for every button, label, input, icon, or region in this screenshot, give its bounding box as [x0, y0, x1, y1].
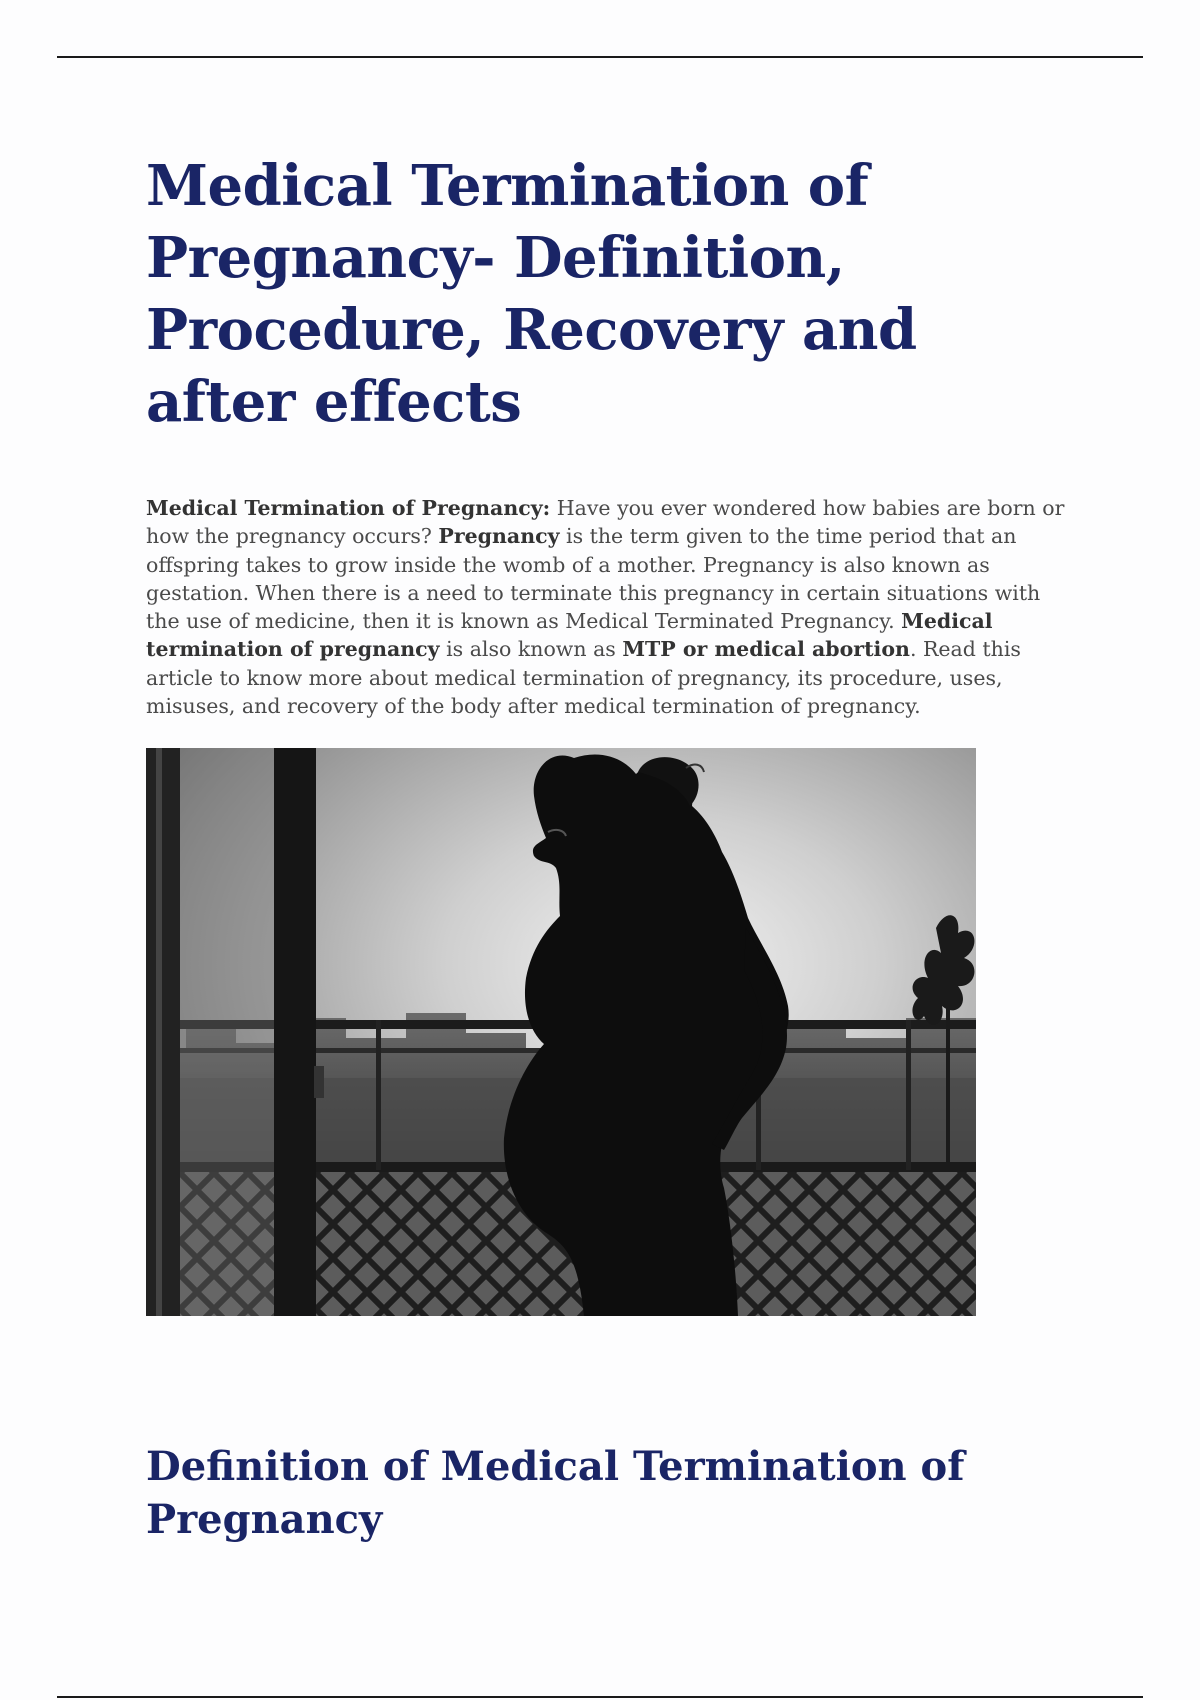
intro-text-1: Have you ever wondered how babies are born or how the pregnancy occurs? — [146, 496, 1065, 549]
page-title: Medical Termination of Pregnancy- Definition, Procedure, Recovery and after effects — [146, 153, 917, 435]
intro-bold-mtp: Medical termination of pregnancy — [146, 609, 993, 662]
intro-bold-pregnancy: Pregnancy — [438, 524, 560, 549]
pregnant-woman-silhouette-photo — [146, 748, 976, 1316]
intro-text-2: is the term given to the time period that an offspring takes to grow inside the womb of a mother. Pregnancy is also known as gestation. When there is a need to terminate this pregnancy in certain situations with the use of medicine, then it is known as Medical Terminated Pregnancy. — [146, 524, 1041, 634]
bottom-rule — [57, 1696, 1143, 1698]
intro-paragraph — [146, 494, 1066, 720]
top-rule — [57, 56, 1143, 58]
intro-bold-abortion: MTP or medical abortion — [622, 637, 910, 662]
intro-text-3: is also known as — [439, 637, 623, 662]
intro-lead-bold: Medical Termination of Pregnancy: — [146, 496, 551, 520]
intro-text-4: . Read this article to know more about medical termination of pregnancy, its procedure, uses, misuses, and recovery of the body after medical termination of pregnancy. — [146, 637, 1021, 719]
section-heading: Definition of Medical Termination of Pregnancy — [146, 1443, 965, 1543]
